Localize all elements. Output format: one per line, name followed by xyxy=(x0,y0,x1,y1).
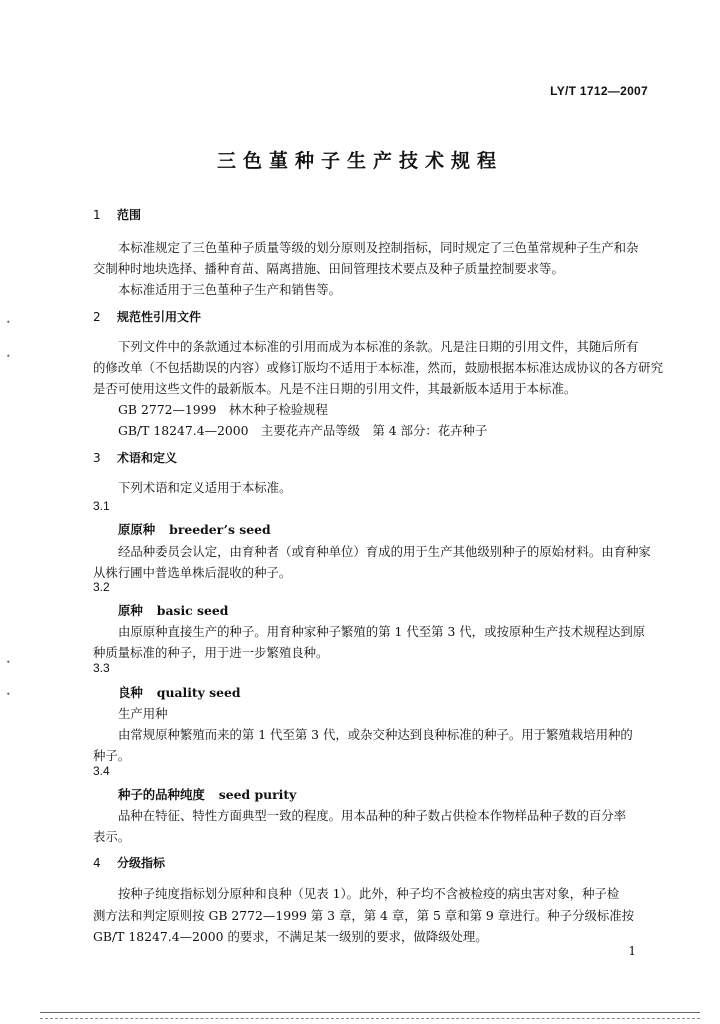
section-3-heading xyxy=(93,449,177,466)
standard-code: LY/T 1712—2007 xyxy=(550,84,648,98)
reference-item: GB 2772—1999 林木种子检验规程 xyxy=(118,402,328,417)
section-4-heading xyxy=(93,854,165,871)
term-number: 3.4 xyxy=(93,764,110,778)
paragraph-line: GB/T 18247.4—2000 的要求，不满足某一级别的要求，做降级处理。 xyxy=(93,929,488,944)
paragraph-line: 从株行圃中普选单株后混收的种子。 xyxy=(93,565,292,580)
paragraph-line: 按种子纯度指标划分原种和良种（见表 1）。此外，种子均不含被检疫的病虫害对象，种子检 xyxy=(118,886,620,901)
section-title: 规范性引用文件 xyxy=(117,310,202,324)
scan-mark: • xyxy=(6,690,11,699)
scan-edge-line xyxy=(40,1012,700,1013)
paragraph-line: 经品种委员会认定，由育种者（或育种单位）育成的用于生产其他级别种子的原始材料。由育种家 xyxy=(118,544,651,559)
scan-edge-line xyxy=(40,1018,700,1019)
section-title: 范围 xyxy=(117,208,142,222)
term-english: seed purity xyxy=(218,787,297,802)
term-chinese: 原原种 xyxy=(118,522,156,537)
section-number: 3 xyxy=(93,451,101,465)
paragraph-line: 种子。 xyxy=(93,748,131,763)
term-title xyxy=(118,520,271,538)
term-english: quality seed xyxy=(156,685,241,700)
paragraph-line: 是否可使用这些文件的最新版本。凡是不注日期的引用文件，其最新版本适用于本标准。 xyxy=(93,381,577,396)
section-number: 4 xyxy=(93,856,101,870)
paragraph-line: 本标准适用于三色堇种子生产和销售等。 xyxy=(118,282,342,297)
page-number: 1 xyxy=(628,944,636,958)
paragraph-line: 本标准规定了三色堇种子质量等级的划分原则及控制指标，同时规定了三色堇常规种子生产和杂 xyxy=(118,240,639,255)
section-number: 2 xyxy=(93,310,101,324)
paragraph-line: 测方法和判定原则按 GB 2772—1999 第 3 章，第 4 章，第 5 章和第 9 章进行。种子分级标准按 xyxy=(93,908,635,923)
section-2-heading xyxy=(93,308,201,325)
scan-mark: • xyxy=(6,352,11,361)
term-chinese: 种子的品种纯度 xyxy=(118,787,205,802)
scan-mark: • xyxy=(6,318,11,327)
term-number: 3.3 xyxy=(93,661,110,675)
paragraph-line: 品种在特征、特性方面典型一致的程度。用本品种的种子数占供检本作物样品种子数的百分率 xyxy=(118,808,627,823)
term-chinese: 原种 xyxy=(118,603,143,618)
term-title xyxy=(118,785,296,803)
paragraph-line: 表示。 xyxy=(93,829,131,844)
term-title xyxy=(118,601,228,619)
scan-mark: • xyxy=(6,658,11,667)
term-number: 3.2 xyxy=(93,580,110,594)
paragraph-line: 种质量标准的种子，用于进一步繁殖良种。 xyxy=(93,645,329,660)
section-title: 分级指标 xyxy=(117,856,166,870)
term-english: breeder’s seed xyxy=(169,522,271,537)
term-chinese: 良种 xyxy=(118,685,143,700)
paragraph-line: 交制种时地块选择、播种育苗、隔离措施、田间管理技术要点及种子质量控制要求等。 xyxy=(93,261,564,276)
section-number: 1 xyxy=(93,208,101,222)
reference-item: GB/T 18247.4—2000 主要花卉产品等级 第 4 部分：花卉种子 xyxy=(118,423,488,438)
term-english: basic seed xyxy=(156,603,229,618)
paragraph-line: 下列术语和定义适用于本标准。 xyxy=(118,480,292,495)
paragraph-line: 下列文件中的条款通过本标准的引用而成为本标准的条款。凡是注日期的引用文件，其随后所有 xyxy=(118,339,639,354)
paragraph-line: 由原原种直接生产的种子。用育种家种子繁殖的第 1 代至第 3 代，或按原种生产技术规程达到原 xyxy=(118,624,646,639)
paragraph-line: 的修改单（不包括勘误的内容）或修订版均不适用于本标准，然而，鼓励根据本标准达成协议的各方研究 xyxy=(93,360,663,375)
term-alternative: 生产用种 xyxy=(118,706,168,721)
section-1-heading xyxy=(93,206,141,223)
term-number: 3.1 xyxy=(93,499,110,513)
term-title xyxy=(118,683,241,701)
document-title: 三色堇种子生产技术规程 xyxy=(216,150,503,172)
section-title: 术语和定义 xyxy=(117,451,178,465)
paragraph-line: 由常规原种繁殖而来的第 1 代至第 3 代，或杂交种达到良种标准的种子。用于繁殖栽培用种的 xyxy=(118,727,633,742)
